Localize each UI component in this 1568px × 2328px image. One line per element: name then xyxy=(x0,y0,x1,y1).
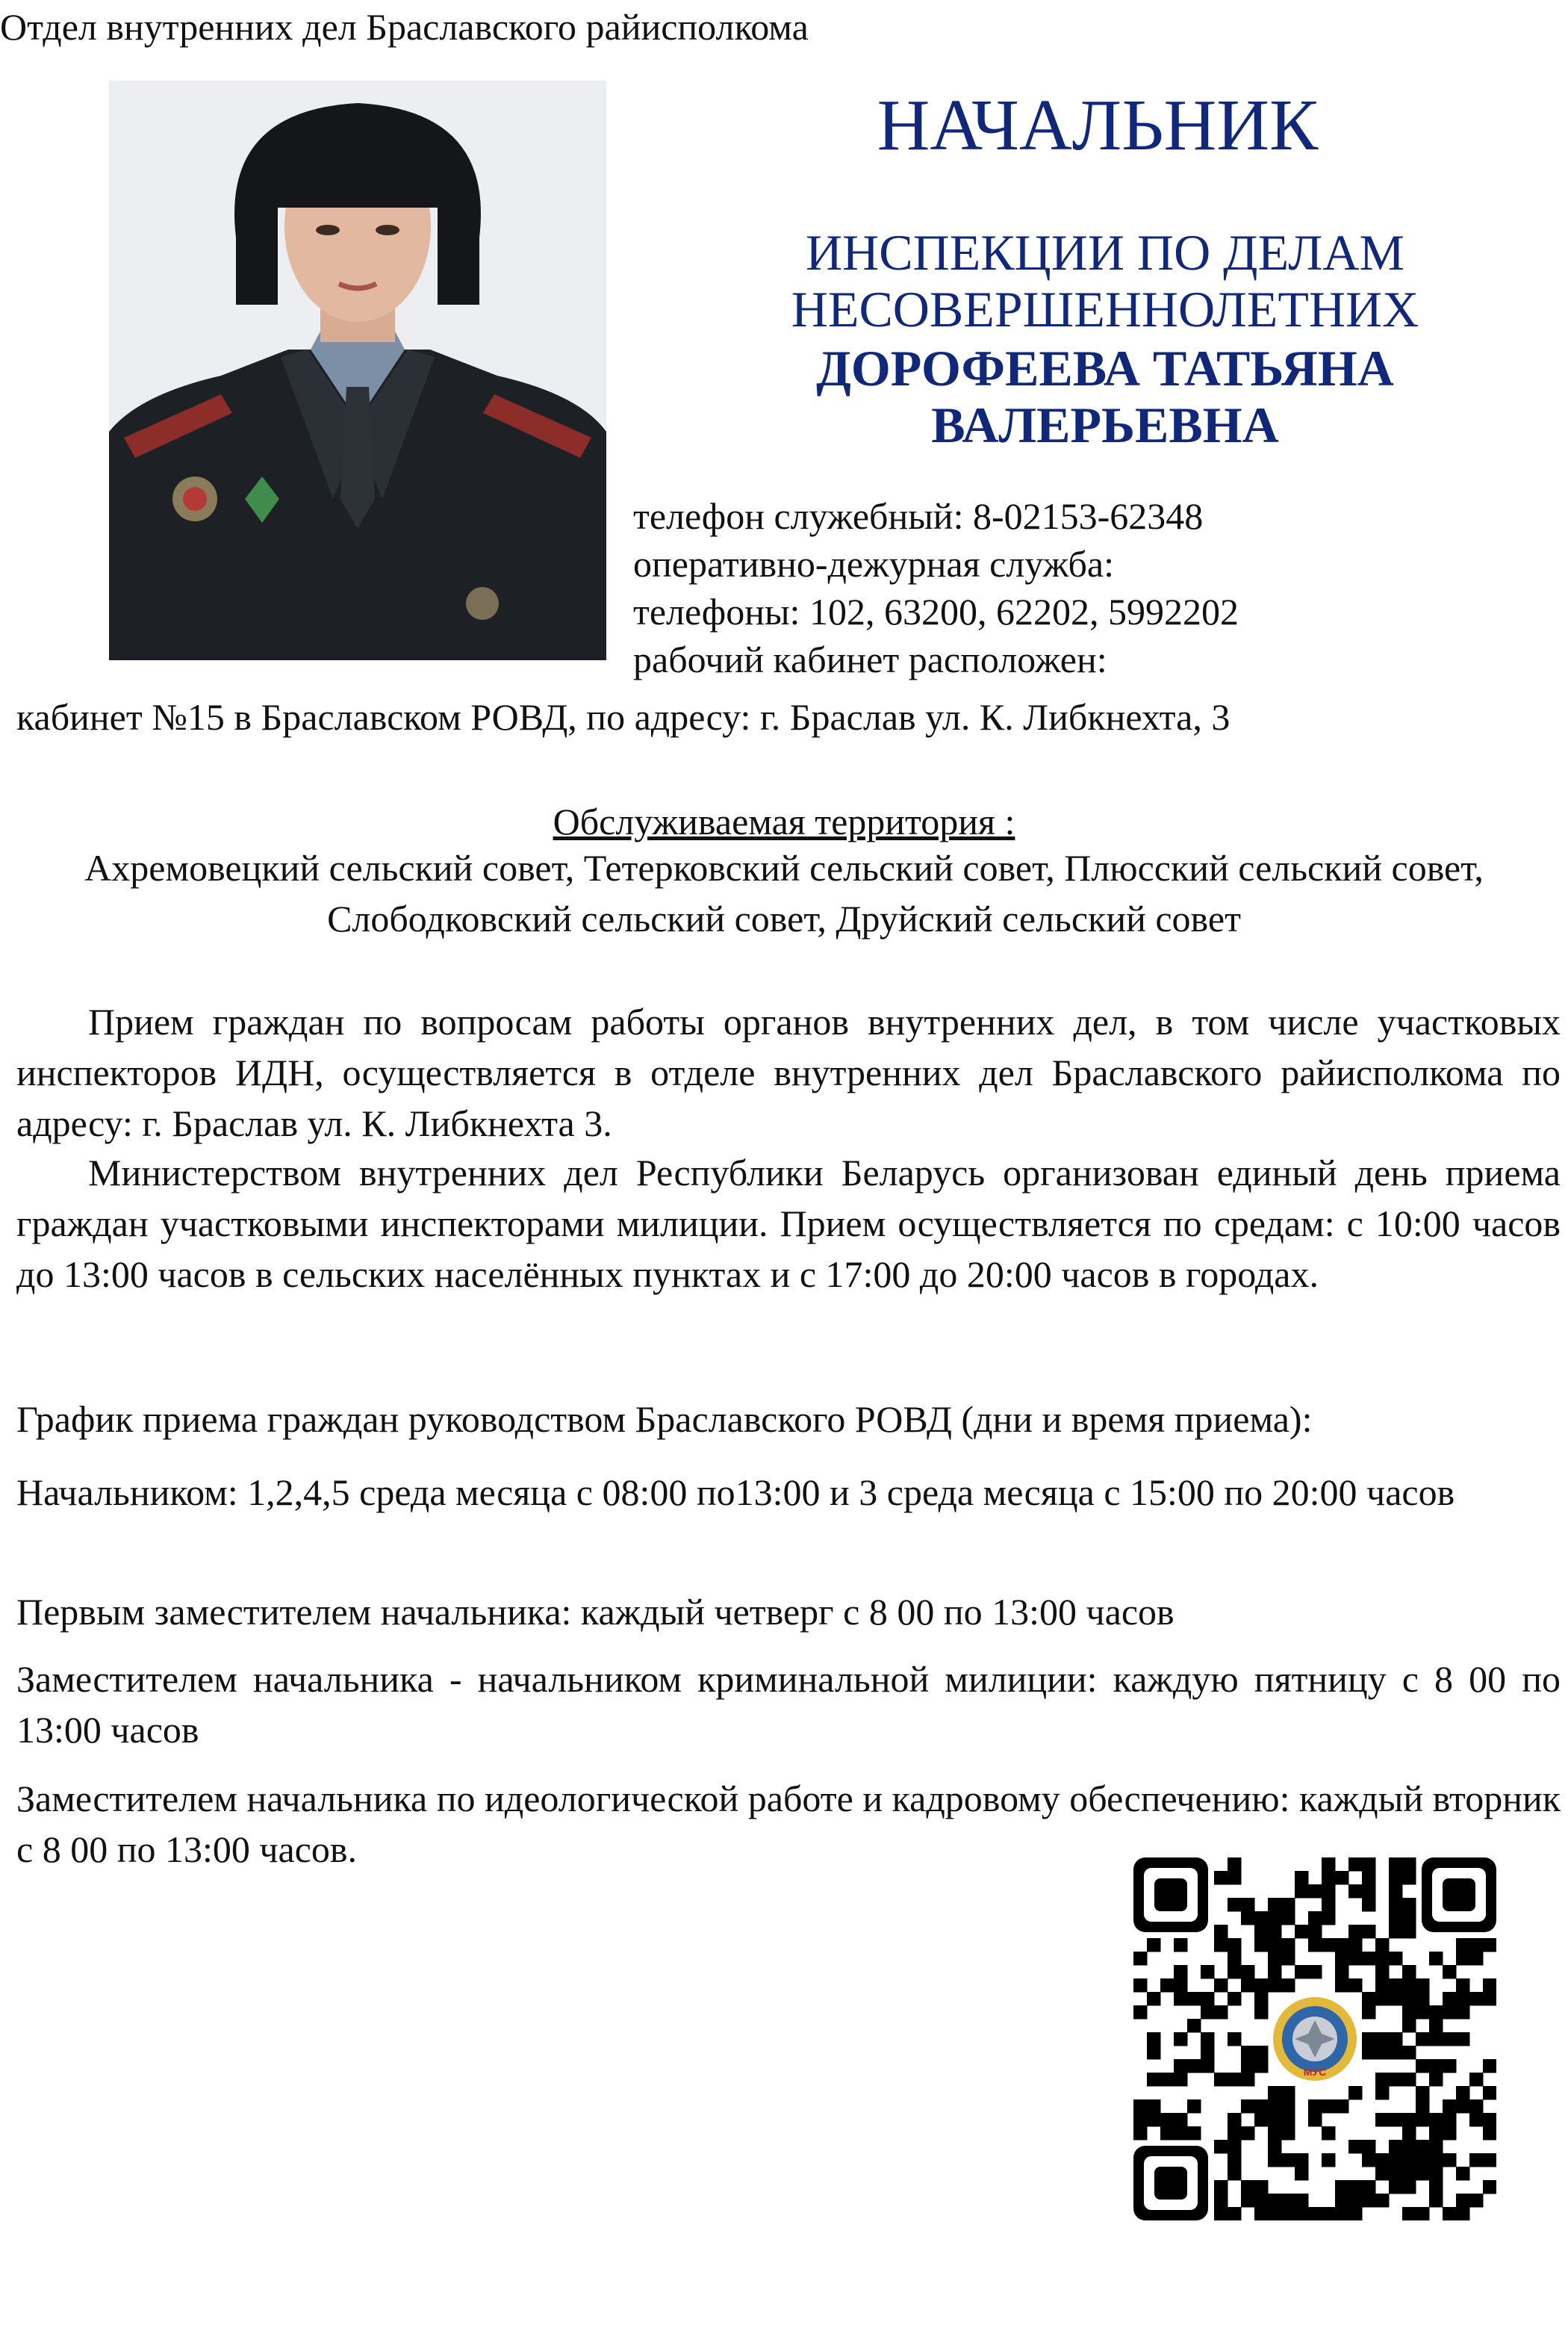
emblem-text: МУС xyxy=(1303,2066,1327,2078)
header-organization: Отдел внутренних дел Браславского райисполкома xyxy=(0,6,809,48)
territory-text: Ахремовецкий сельский совет, Тетерковский сельский совет, Плюсский сельский совет, Слободковский сельский совет, Друйский сельский совет xyxy=(84,847,1484,940)
office-location-label: рабочий кабинет расположен: xyxy=(633,639,1107,680)
position-subtitle: ИНСПЕКЦИИ ПО ДЕЛАМ НЕСОВЕРШЕННОЛЕТНИХ xyxy=(791,224,1419,338)
office-phone: телефон служебный: 8-02153-62348 xyxy=(633,495,1204,537)
qr-code-icon[interactable] xyxy=(1133,1857,1496,2220)
contact-block xyxy=(633,491,1239,682)
duty-phones: телефоны: 102, 63200, 62202, 5992202 xyxy=(633,591,1239,633)
schedule-item-ideology-deputy: Заместителем начальника по идеологической работе и кадровому обеспечению: каждый вторник с 8 00 по 13:00 часов. xyxy=(16,1778,1561,1870)
portrait-figure xyxy=(109,81,606,660)
schedule-title: График приема граждан руководством Браславского РОВД (дни и время приема): xyxy=(16,1398,1313,1440)
schedule-item-criminal-police-deputy: Заместителем начальника - начальником криминальной милиции: каждую пятницу с 8 00 по 13:00 часов xyxy=(16,1658,1561,1751)
duty-service-label: оперативно-дежурная служба: xyxy=(633,543,1114,585)
reception-paragraph-2: Министерством внутренних дел Республики Беларусь организован единый день приема граждан участковыми инспекторами милиции. Прием осуществляется по средам: с 10:00 часов до 13:00 часов в сельских населённых пунктах и с 17:00 до 20:00 часов в городах. xyxy=(16,1152,1561,1295)
schedule-item-first-deputy: Первым заместителем начальника: каждый четверг с 8 00 по 13:00 часов xyxy=(16,1591,1175,1633)
territory-heading: Обслуживаемая территория : xyxy=(553,801,1015,842)
office-address: кабинет №15 в Браславском РОВД, по адресу: г. Браслав ул. К. Либкнехта, 3 xyxy=(16,696,1231,738)
portrait-photo xyxy=(109,81,606,660)
reception-paragraph-1: Прием граждан по вопросам работы органов внутренних дел, в том числе участковых инспекторов ИДН, осуществляется в отделе внутренних дел Браславского райисполкома по адресу: г. Браслав ул. К. Либкнехта 3. xyxy=(16,1001,1561,1144)
position-title: НАЧАЛЬНИК xyxy=(877,85,1319,166)
person-name: ДОРОФЕЕВА ТАТЬЯНА ВАЛЕРЬЕВНА xyxy=(816,340,1394,453)
schedule-item-chief: Начальником: 1,2,4,5 среда месяца с 08:00 по13:00 и 3 среда месяца с 15:00 по 20:00 часов xyxy=(16,1471,1455,1513)
